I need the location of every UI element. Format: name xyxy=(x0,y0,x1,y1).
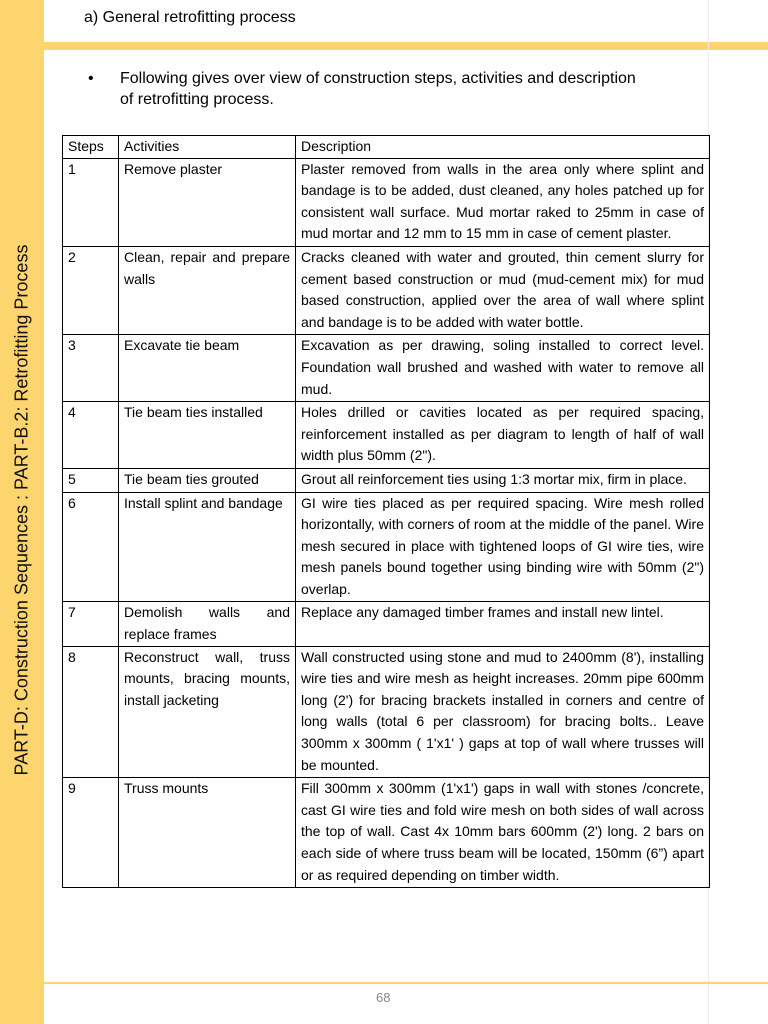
step-description: Replace any damaged timber frames and install new lintel. xyxy=(296,602,710,646)
step-activity: Clean, repair and prepare walls xyxy=(119,246,296,334)
step-activity: Excavate tie beam xyxy=(119,335,296,402)
table-row xyxy=(63,402,710,469)
footer-rule xyxy=(44,982,768,984)
step-activity: Truss mounts xyxy=(119,778,296,888)
step-activity: Tie beam ties installed xyxy=(119,402,296,469)
step-description: GI wire ties placed as per required spacing. Wire mesh rolled horizontally, with corners of room at the middle of the panel. Wire mesh secured in place with tightened loops of GI wire ties, wire mesh panels bound together using binding wire with 50mm (2") overlap. xyxy=(296,492,710,602)
step-number: 9 xyxy=(63,778,119,888)
header-rule xyxy=(44,42,768,50)
header-steps: Steps xyxy=(63,136,119,159)
table-row xyxy=(63,468,710,492)
step-number: 5 xyxy=(63,468,119,492)
side-band xyxy=(0,0,44,1024)
step-number: 1 xyxy=(63,158,119,246)
step-number: 2 xyxy=(63,246,119,334)
page-number: 68 xyxy=(376,990,391,1005)
step-number: 6 xyxy=(63,492,119,602)
table-row xyxy=(63,335,710,402)
side-title: PART-D: Construction Sequences : PART-B.2: Retrofitting Process xyxy=(11,244,32,776)
step-description: Wall constructed using stone and mud to 2400mm (8'), installing wire ties and wire mesh as height increases. 20mm pipe 600mm long (2') for bracing brackets installed in corners and centre of long walls (total 6 per classroom) for bracing bolts.. Leave 300mm x 300mm ( 1'x1' ) gaps at top of wall where trusses will be mounted. xyxy=(296,646,710,778)
step-number: 7 xyxy=(63,602,119,646)
step-description: Excavation as per drawing, soling installed to correct level. Foundation wall brushed and washed with water to remove all mud. xyxy=(296,335,710,402)
retrofit-steps-table xyxy=(62,135,710,888)
step-number: 8 xyxy=(63,646,119,778)
step-number: 3 xyxy=(63,335,119,402)
step-activity: Install splint and bandage xyxy=(119,492,296,602)
section-heading: a) General retrofitting process xyxy=(84,9,296,26)
step-description: Cracks cleaned with water and grouted, thin cement slurry for cement based construction or mud (mud-cement mix) for mud based construction, applied over the area of wall where splint and bandage is to be added with water bottle. xyxy=(296,246,710,334)
step-activity: Demolish walls and replace frames xyxy=(119,602,296,646)
step-activity: Remove plaster xyxy=(119,158,296,246)
header-activities: Activities xyxy=(119,136,296,159)
table-row xyxy=(63,158,710,246)
step-activity: Tie beam ties grouted xyxy=(119,468,296,492)
table-row xyxy=(63,778,710,888)
table-row xyxy=(63,492,710,602)
table-row xyxy=(63,246,710,334)
table-row xyxy=(63,646,710,778)
table-header-row xyxy=(63,136,710,159)
intro-text: Following gives over view of construction steps, activities and description of retrofitting process. xyxy=(120,70,636,108)
step-description: Plaster removed from walls in the area only where splint and bandage is to be added, dust cleaned, any holes patched up for consistent wall surface. Mud mortar raked to 25mm in case of mud mortar and 12 mm to 15 mm in case of cement plaster. xyxy=(296,158,710,246)
step-number: 4 xyxy=(63,402,119,469)
step-description: Grout all reinforcement ties using 1:3 mortar mix, firm in place. xyxy=(296,468,710,492)
step-description: Holes drilled or cavities located as per required spacing, reinforcement installed as per diagram to length of half of wall width plus 50mm (2"). xyxy=(296,402,710,469)
step-description: Fill 300mm x 300mm (1'x1') gaps in wall with stones /concrete, cast GI wire ties and fold wire mesh on both sides of wall across the top of wall. Cast 4x 10mm bars 600mm (2') long. 2 bars on each side of where truss beam will be located, 150mm (6”) apart or as required depending on timber width. xyxy=(296,778,710,888)
header-description: Description xyxy=(296,136,710,159)
step-activity: Reconstruct wall, truss mounts, bracing mounts, install jacketing xyxy=(119,646,296,778)
bullet-icon: • xyxy=(88,70,94,87)
table-row xyxy=(63,602,710,646)
